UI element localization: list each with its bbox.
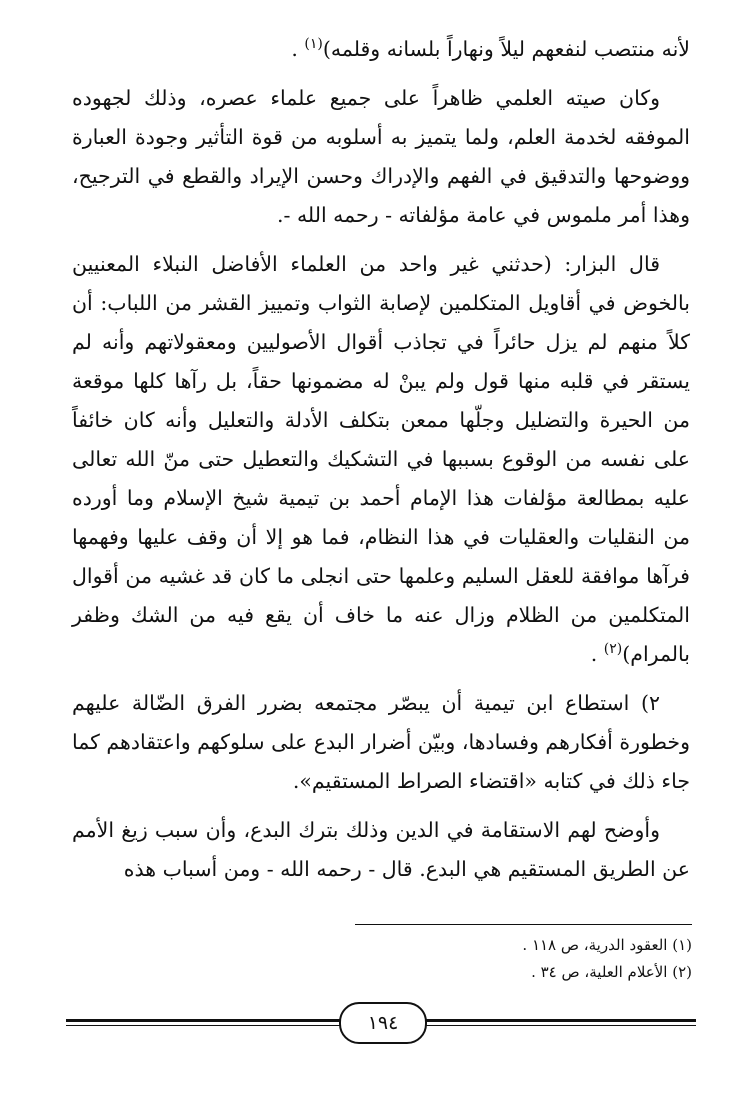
footnote: (٢) الأعلام العلية، ص ٣٤ . [531,963,692,981]
footnote-ref: (٢) [603,641,623,658]
page-number: ١٩٤ [339,1002,427,1044]
body-text [72,30,690,899]
paragraph: لأنه منتصب لنفعهم ليلاً ونهاراً بلسانه وقلمه)$^{(١)}$ . [291,36,690,61]
footnote-ref: (١) [304,36,323,53]
page-footer [66,1000,696,1044]
footnote: (١) العقود الدرية، ص ١١٨ . [522,936,692,954]
paragraph: ٢) استطاع ابن تيمية أن يبصّر مجتمعه بضرر الفرق الضّالة عليهم وخطورة أفكارهم وفسادها، وبيّن أضرار البدع على سلوكهم واعتقادهم كما جاء ذلك في كتابه «اقتضاء الصراط المستقيم». [72,691,690,793]
paragraph: وكان صيته العلمي ظاهراً على جميع علماء عصره، وذلك لجهوده الموفقه لخدمة العلم، ولما يتميز به أسلوبه من قوة التأثير وجودة العبارة ووضوحها والتدقيق في الفهم والإدراك وحسن الإيراد والقطع في الترجيح، وهذا أمر ملموس في عامة مؤلفاته - رحمه الله -. [72,86,690,227]
footnotes [355,932,692,986]
footnote-divider [355,924,692,925]
paragraph: قال البزار: (حدثني غير واحد من العلماء الأفاضل النبلاء المعنيين بالخوض في أقاويل المتكلمين لإصابة الثواب وتمييز القشر من اللباب: أن كلاً منهم لم يزل حائراً في تجاذب أقوال الأصوليين ومعقولاتهم وأنه لم يستقر في قلبه منها قول ولم يبنْ له مضمونها حقاً، بل رآها كلها موقعة من الحيرة والتضليل وجلّها ممعن بتكلف الأدلة والتعليل وأنه كان خائفاً على نفسه من الوقوع بسببها في التشكيك والتعطيل حتى منّ الله تعالى عليه بمطالعة مؤلفات هذا الإمام أحمد بن تيمية شيخ الإسلام وما أورده من النقليات والعقليات في هذا النظام، فما هو إلا أن وقف عليها وفهمها فرآها موافقة للعقل السليم وعلمها حتى انجلى ما كان قد غشيه من أقوال المتكلمين من الظلام وزال عنه ما خاف أن يقع فيه من الشك وظفر بالمرام)$^{(٢)}$ . [72,252,690,666]
paragraph: وأوضح لهم الاستقامة في الدين وذلك بترك البدع، وأن سبب زيغ الأمم عن الطريق المستقيم هي البدع. قال - رحمه الله - ومن أسباب هذه [72,818,690,881]
